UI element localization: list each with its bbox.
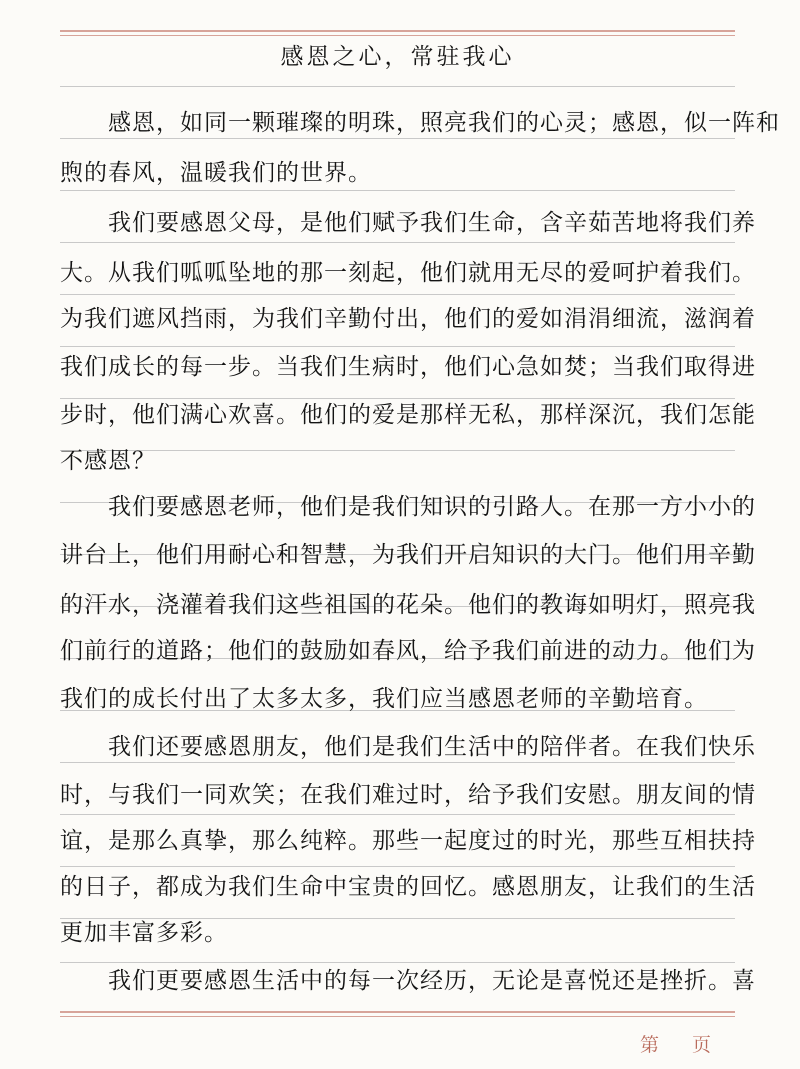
essay-line: 时，与我们一同欢笑；在我们难过时，给予我们安慰。朋友间的情 bbox=[60, 782, 756, 808]
essay-line: 我们要感恩老师，他们是我们知识的引路人。在那一方小小的 bbox=[60, 494, 756, 520]
essay-line: 步时，他们满心欢喜。他们的爱是那样无私，那样深沉，我们怎能 bbox=[60, 402, 756, 428]
ruled-line bbox=[60, 346, 735, 347]
essay-line: 我们更要感恩生活中的每一次经历，无论是喜悦还是挫折。喜 bbox=[60, 968, 756, 994]
ruled-line bbox=[60, 86, 735, 87]
ruled-line bbox=[60, 398, 735, 399]
bottom-double-rule bbox=[60, 1011, 735, 1017]
essay-line: 们前行的道路；他们的鼓励如春风，给予我们前进的动力。他们为 bbox=[60, 638, 756, 664]
essay-line: 我们还要感恩朋友，他们是我们生活中的陪伴者。在我们快乐 bbox=[60, 734, 756, 760]
ruled-line bbox=[60, 138, 735, 139]
essay-line: 谊，是那么真挚，那么纯粹。那些一起度过的时光，那些互相扶持 bbox=[60, 828, 756, 854]
essay-line: 为我们遮风挡雨，为我们辛勤付出，他们的爱如涓涓细流，滋润着 bbox=[60, 306, 756, 332]
top-double-rule bbox=[60, 30, 735, 36]
ruled-line bbox=[60, 294, 735, 295]
essay-line: 不感恩？ bbox=[60, 448, 156, 474]
essay-line: 更加丰富多彩。 bbox=[60, 920, 228, 946]
ruled-line bbox=[60, 190, 735, 191]
ruled-line bbox=[60, 242, 735, 243]
ruled-line bbox=[60, 762, 735, 763]
essay-line: 的日子，都成为我们生命中宝贵的回忆。感恩朋友，让我们的生活 bbox=[60, 874, 756, 900]
ruled-line bbox=[60, 962, 735, 963]
essay-line: 煦的春风，温暖我们的世界。 bbox=[60, 160, 372, 186]
essay-line: 讲台上，他们用耐心和智慧，为我们开启知识的大门。他们用辛勤 bbox=[60, 542, 756, 568]
essay-line: 我们的成长付出了太多太多，我们应当感恩老师的辛勤培育。 bbox=[60, 686, 708, 712]
essay-title: 感恩之心，常驻我心 bbox=[280, 44, 515, 70]
page-number-label-di: 第 bbox=[640, 1034, 660, 1056]
essay-line: 我们要感恩父母，是他们赋予我们生命，含辛茹苦地将我们养 bbox=[60, 210, 756, 236]
essay-line: 的汗水，浇灌着我们这些祖国的花朵。他们的教诲如明灯，照亮我 bbox=[60, 592, 756, 618]
ruled-line bbox=[60, 866, 735, 867]
ruled-line bbox=[60, 814, 735, 815]
essay-line: 感恩，如同一颗璀璨的明珠，照亮我们的心灵；感恩，似一阵和 bbox=[60, 110, 780, 136]
essay-line: 大。从我们呱呱坠地的那一刻起，他们就用无尽的爱呵护着我们。 bbox=[60, 260, 756, 286]
page-number-label-ye: 页 bbox=[692, 1034, 712, 1056]
essay-line: 我们成长的每一步。当我们生病时，他们心急如焚；当我们取得进 bbox=[60, 354, 756, 380]
